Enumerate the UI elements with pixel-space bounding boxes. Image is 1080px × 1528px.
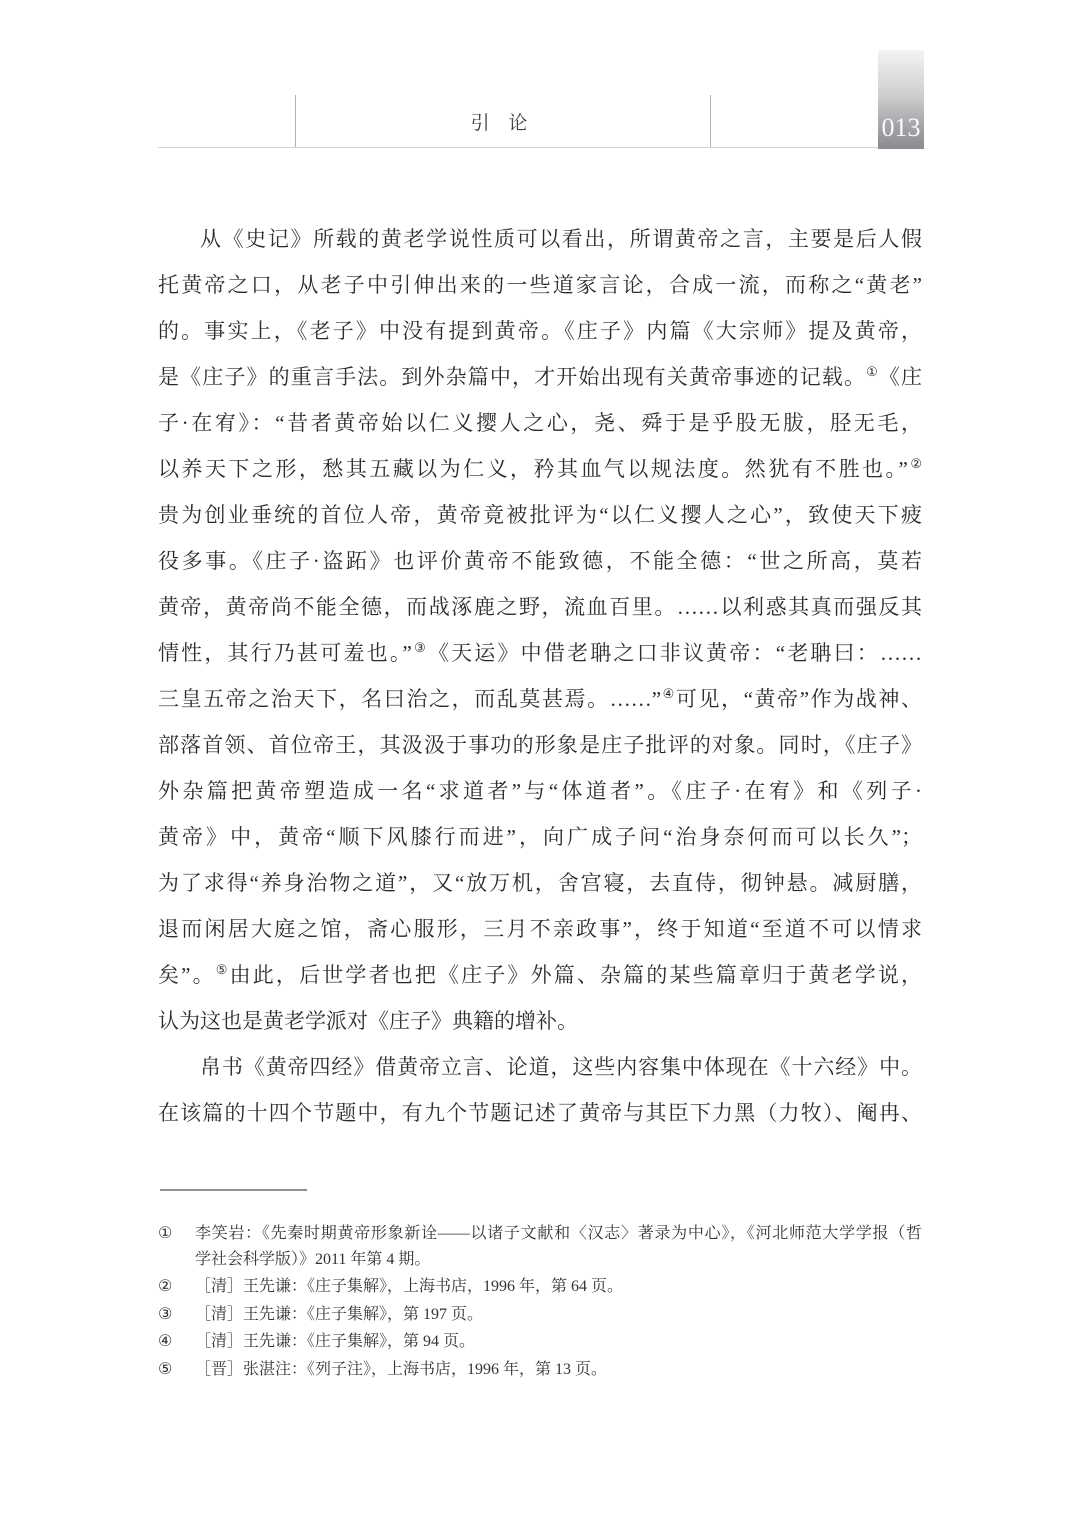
- text-line: 部落首领、首位帝王，其汲汲于事功的形象是庄子批评的对象。同时，《庄子》: [158, 733, 922, 757]
- text-line: 贵为创业垂统的首位人帝，黄帝竟被批评为“以仁义撄人之心”，致使天下疲: [158, 503, 922, 527]
- footnote-item: [158, 1302, 922, 1328]
- footnotes: [158, 1221, 922, 1384]
- text-line: 是《庄子》的重言手法。到外杂篇中，才开始出现有关黄帝事迹的记载。①《庄: [158, 364, 922, 389]
- footnote-number: ①: [158, 1225, 173, 1242]
- footnote-text: ［清］王先谦：《庄子集解》，第 94 页。: [195, 1333, 476, 1350]
- text-line: 三皇五帝之治天下，名曰治之，而乱莫甚焉。……”④可见，“黄帝”作为战神、: [158, 686, 922, 711]
- text-line: 黄帝，黄帝尚不能全德，而战涿鹿之野，流血百里。……以利惑其真而强反其: [158, 595, 922, 619]
- paragraph: [158, 216, 922, 1044]
- footnote-text: ［清］王先谦：《庄子集解》，第 197 页。: [195, 1305, 484, 1323]
- footnote-text: 李笑岩：《先秦时期黄帝形象新诠——以诸子文献和〈汉志〉著录为中心》，《河北师范大学学报（哲: [195, 1225, 922, 1242]
- footnote-text: ［清］王先谦：《庄子集解》，上海书店，1996 年，第 64 页。: [195, 1278, 624, 1295]
- paragraph: [158, 1044, 922, 1136]
- footnote-text: ［晋］张湛注：《列子注》，上海书店，1996 年，第 13 页。: [195, 1360, 608, 1378]
- body-text: [158, 216, 922, 1136]
- text-line: 役多事。《庄子·盗跖》也评价黄帝不能致德，不能全德：“世之所高，莫若: [158, 549, 922, 573]
- footnote-text: 学社会科学版）》2011 年第 4 期。: [195, 1250, 431, 1268]
- footnote-number: ②: [158, 1278, 173, 1295]
- text-line: 退而闲居大庭之馆，斋心服形，三月不亲政事”，终于知道“至道不可以情求: [158, 917, 922, 941]
- text-line: 帛书《黄帝四经》借黄帝立言、论道，这些内容集中体现在《十六经》中。: [200, 1055, 922, 1079]
- footnote-item: [158, 1329, 922, 1355]
- page-number-box: [878, 50, 924, 149]
- text-line: 黄帝》中，黄帝“顺下风膝行而进”，向广成子问“治身奈何而可以长久”；: [158, 825, 922, 849]
- text-line: 外杂篇把黄帝塑造成一名“求道者”与“体道者”。《庄子·在宥》和《列子·: [158, 779, 922, 803]
- footnote-item: [158, 1221, 922, 1272]
- footnote-number: ④: [158, 1333, 173, 1350]
- text-line: 为了求得“养身治物之道”，又“放万机，舍宫寝，去直侍，彻钟悬。减厨膳，: [158, 871, 922, 895]
- text-line: 的。事实上，《老子》中没有提到黄帝。《庄子》内篇《大宗师》提及黄帝，: [158, 319, 922, 343]
- text-line: 认为这也是黄老学派对《庄子》典籍的增补。: [158, 1009, 578, 1033]
- footnote-item: [158, 1274, 922, 1300]
- text-line: 从《史记》所载的黄老学说性质可以看出，所谓黄帝之言，主要是后人假: [200, 227, 922, 251]
- footnote-item: [158, 1357, 922, 1383]
- footnote-number: ③: [158, 1305, 173, 1323]
- text-line: 矣”。⑤由此，后世学者也把《庄子》外篇、杂篇的某些篇章归于黄老学说，: [158, 962, 922, 987]
- text-line: 托黄帝之口，从老子中引伸出来的一些道家言论，合成一流，而称之“黄老”: [158, 273, 922, 297]
- text-line: 情性，其行乃甚可羞也。”③《天运》中借老聃之口非议黄帝：“老聃曰：……: [158, 640, 922, 665]
- header-rule: [158, 147, 878, 148]
- footnote-divider: [160, 1189, 307, 1191]
- text-line: 在该篇的十四个节题中，有九个节题记述了黄帝与其臣下力黑（力牧）、阉冉、: [158, 1101, 922, 1125]
- running-title: 引 论: [470, 113, 535, 134]
- footnote-number: ⑤: [158, 1360, 173, 1378]
- text-line: 子·在宥》：“昔者黄帝始以仁义撄人之心，尧、舜于是乎股无胈，胫无毛，: [158, 411, 922, 435]
- text-line: 以养天下之形，愁其五藏以为仁义，矜其血气以规法度。然犹有不胜也。”②: [158, 456, 922, 481]
- header-tick-right: [710, 95, 711, 148]
- page-number: 013: [881, 113, 921, 142]
